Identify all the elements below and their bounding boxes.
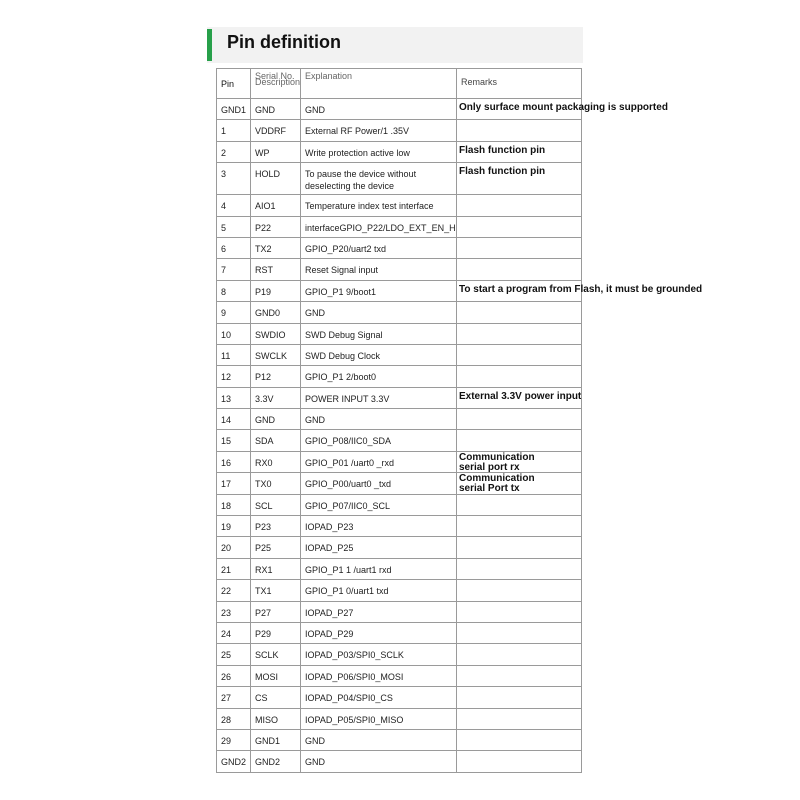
cell-explanation: GPIO_P1 1 /uart1 rxd [301,558,457,579]
cell-remarks [457,751,582,772]
table-row [217,537,582,558]
cell-description: RX1 [251,558,301,579]
cell-remarks [457,537,582,558]
cell-explanation: GND [301,729,457,750]
cell-remarks [457,120,582,141]
cell-remarks [457,473,582,494]
table-row [217,366,582,387]
cell-explanation: GPIO_P01 /uart0 _rxd [301,451,457,472]
cell-explanation: To pause the device without deselecting the device [301,163,457,195]
cell-description: MISO [251,708,301,729]
cell-description: GND1 [251,729,301,750]
table-row [217,216,582,237]
cell-explanation: IOPAD_P25 [301,537,457,558]
pin-rows [217,99,703,773]
cell-remarks [457,259,582,280]
cell-explanation: GND [301,409,457,430]
table-row [217,665,582,686]
cell-pin: 18 [217,494,251,515]
cell-remarks [457,708,582,729]
cell-description: WP [251,141,301,162]
remark-text: To start a program from Flash, it must be grounded [459,283,703,295]
cell-remarks [457,141,582,162]
cell-pin: 14 [217,409,251,430]
cell-remarks [457,644,582,665]
cell-explanation: GPIO_P00/uart0 _txd [301,473,457,494]
table-row [217,323,582,344]
table-row [217,259,582,280]
table-row [217,344,582,365]
cell-explanation: GND [301,751,457,772]
table-row [217,451,582,472]
table-row [217,473,582,494]
cell-explanation: SWD Debug Signal [301,323,457,344]
cell-remarks [457,516,582,537]
header-description: Serial No. Description [251,69,301,99]
cell-explanation: GPIO_P1 9/boot1 [301,280,457,301]
cell-description: GND2 [251,751,301,772]
cell-pin: 12 [217,366,251,387]
cell-explanation: IOPAD_P27 [301,601,457,622]
pin-definition-table [216,68,703,773]
cell-explanation: IOPAD_P06/SPI0_MOSI [301,665,457,686]
cell-explanation: Reset Signal input [301,259,457,280]
cell-explanation: External RF Power/1 .35V [301,120,457,141]
cell-pin: 19 [217,516,251,537]
cell-description: P19 [251,280,301,301]
title-accent-bar [207,29,212,61]
cell-remarks [457,622,582,643]
cell-remarks [457,601,582,622]
cell-pin: 10 [217,323,251,344]
cell-explanation: GND [301,302,457,323]
cell-description: P12 [251,366,301,387]
cell-pin: 16 [217,451,251,472]
cell-pin: 15 [217,430,251,451]
table-row [217,163,582,195]
cell-description: SWCLK [251,344,301,365]
cell-explanation: GPIO_P20/uart2 txd [301,237,457,258]
cell-explanation: IOPAD_P03/SPI0_SCLK [301,644,457,665]
cell-explanation: GPIO_P1 2/boot0 [301,366,457,387]
table-row [217,237,582,258]
cell-pin: 27 [217,687,251,708]
table-row [217,601,582,622]
cell-description: P29 [251,622,301,643]
cell-description: GND0 [251,302,301,323]
cell-pin: GND1 [217,99,251,120]
cell-description: SWDIO [251,323,301,344]
cell-explanation: IOPAD_P23 [301,516,457,537]
cell-description: HOLD [251,163,301,195]
remark-text: External 3.3V power input [459,390,582,402]
cell-pin: 29 [217,729,251,750]
cell-pin: 7 [217,259,251,280]
table-row [217,751,582,772]
cell-description: MOSI [251,665,301,686]
table-row [217,120,582,141]
cell-description: CS [251,687,301,708]
cell-pin: 28 [217,708,251,729]
cell-explanation: GND [301,99,457,120]
cell-remarks [457,729,582,750]
cell-explanation: GPIO_P1 0/uart1 txd [301,580,457,601]
cell-pin: 8 [217,280,251,301]
cell-explanation: IOPAD_P05/SPI0_MISO [301,708,457,729]
cell-remarks [457,237,582,258]
remark-text: Communication serial Port tx [459,473,535,495]
cell-remarks [457,665,582,686]
page-title: Pin definition [227,32,341,52]
table-row [217,729,582,750]
remark-text: Flash function pin [459,144,546,156]
cell-pin: 21 [217,558,251,579]
cell-pin: 2 [217,141,251,162]
cell-explanation: IOPAD_P29 [301,622,457,643]
cell-pin: 20 [217,537,251,558]
table-row [217,494,582,515]
cell-remarks [457,163,582,195]
cell-description: SCL [251,494,301,515]
table-row [217,516,582,537]
table-row [217,687,582,708]
cell-description: GND [251,99,301,120]
cell-description: RX0 [251,451,301,472]
cell-pin: 23 [217,601,251,622]
cell-pin: 11 [217,344,251,365]
table-row [217,280,582,301]
cell-remarks [457,387,582,408]
cell-remarks [457,580,582,601]
table-row [217,195,582,216]
cell-pin: 1 [217,120,251,141]
cell-pin: GND2 [217,751,251,772]
cell-pin: 3 [217,163,251,195]
cell-description: AIO1 [251,195,301,216]
cell-pin: 9 [217,302,251,323]
cell-explanation: Write protection active low [301,141,457,162]
cell-description: TX1 [251,580,301,601]
header-pin: Pin [217,69,251,99]
cell-description: P23 [251,516,301,537]
cell-description: P22 [251,216,301,237]
cell-explanation: GPIO_P07/IIC0_SCL [301,494,457,515]
cell-explanation: GPIO_P08/IIC0_SDA [301,430,457,451]
cell-pin: 5 [217,216,251,237]
cell-description: TX2 [251,237,301,258]
cell-explanation: interfaceGPIO_P22/LDO_EXT_EN_H [301,216,457,237]
cell-remarks [457,302,582,323]
cell-remarks [457,451,582,472]
cell-description: RST [251,259,301,280]
cell-pin: 13 [217,387,251,408]
cell-remarks [457,323,582,344]
cell-pin: 6 [217,237,251,258]
table-row [217,302,582,323]
cell-remarks [457,195,582,216]
table-row [217,622,582,643]
cell-explanation: POWER INPUT 3.3V [301,387,457,408]
cell-description: P25 [251,537,301,558]
cell-description: P27 [251,601,301,622]
table-row [217,409,582,430]
remark-text: Communication serial port rx [459,451,535,473]
cell-remarks [457,430,582,451]
table-row [217,99,582,120]
table-row [217,430,582,451]
cell-remarks [457,366,582,387]
cell-pin: 26 [217,665,251,686]
cell-remarks [457,216,582,237]
cell-remarks [457,344,582,365]
cell-remarks [457,99,668,120]
header-remarks: Remarks [457,69,582,99]
cell-description: GND [251,409,301,430]
cell-remarks [457,409,582,430]
cell-explanation: Temperature index test interface [301,195,457,216]
header-explanation: Explanation [301,69,457,99]
cell-description: SCLK [251,644,301,665]
table-row [217,558,582,579]
cell-pin: 22 [217,580,251,601]
cell-description: SDA [251,430,301,451]
section-title-bar [207,27,583,63]
table-row [217,644,582,665]
cell-explanation: SWD Debug Clock [301,344,457,365]
remark-text: Only surface mount packaging is supported [459,102,668,113]
table-row [217,708,582,729]
remark-text: Flash function pin [459,166,546,178]
cell-explanation: IOPAD_P04/SPI0_CS [301,687,457,708]
cell-remarks [457,687,582,708]
cell-description: TX0 [251,473,301,494]
cell-remarks [457,280,703,301]
table-row [217,580,582,601]
table-header-row [217,69,582,99]
cell-remarks [457,558,582,579]
cell-description: 3.3V [251,387,301,408]
cell-pin: 4 [217,195,251,216]
cell-pin: 17 [217,473,251,494]
cell-pin: 25 [217,644,251,665]
cell-description: VDDRF [251,120,301,141]
table-row [217,141,582,162]
table-row [217,387,582,408]
cell-pin: 24 [217,622,251,643]
cell-remarks [457,494,582,515]
